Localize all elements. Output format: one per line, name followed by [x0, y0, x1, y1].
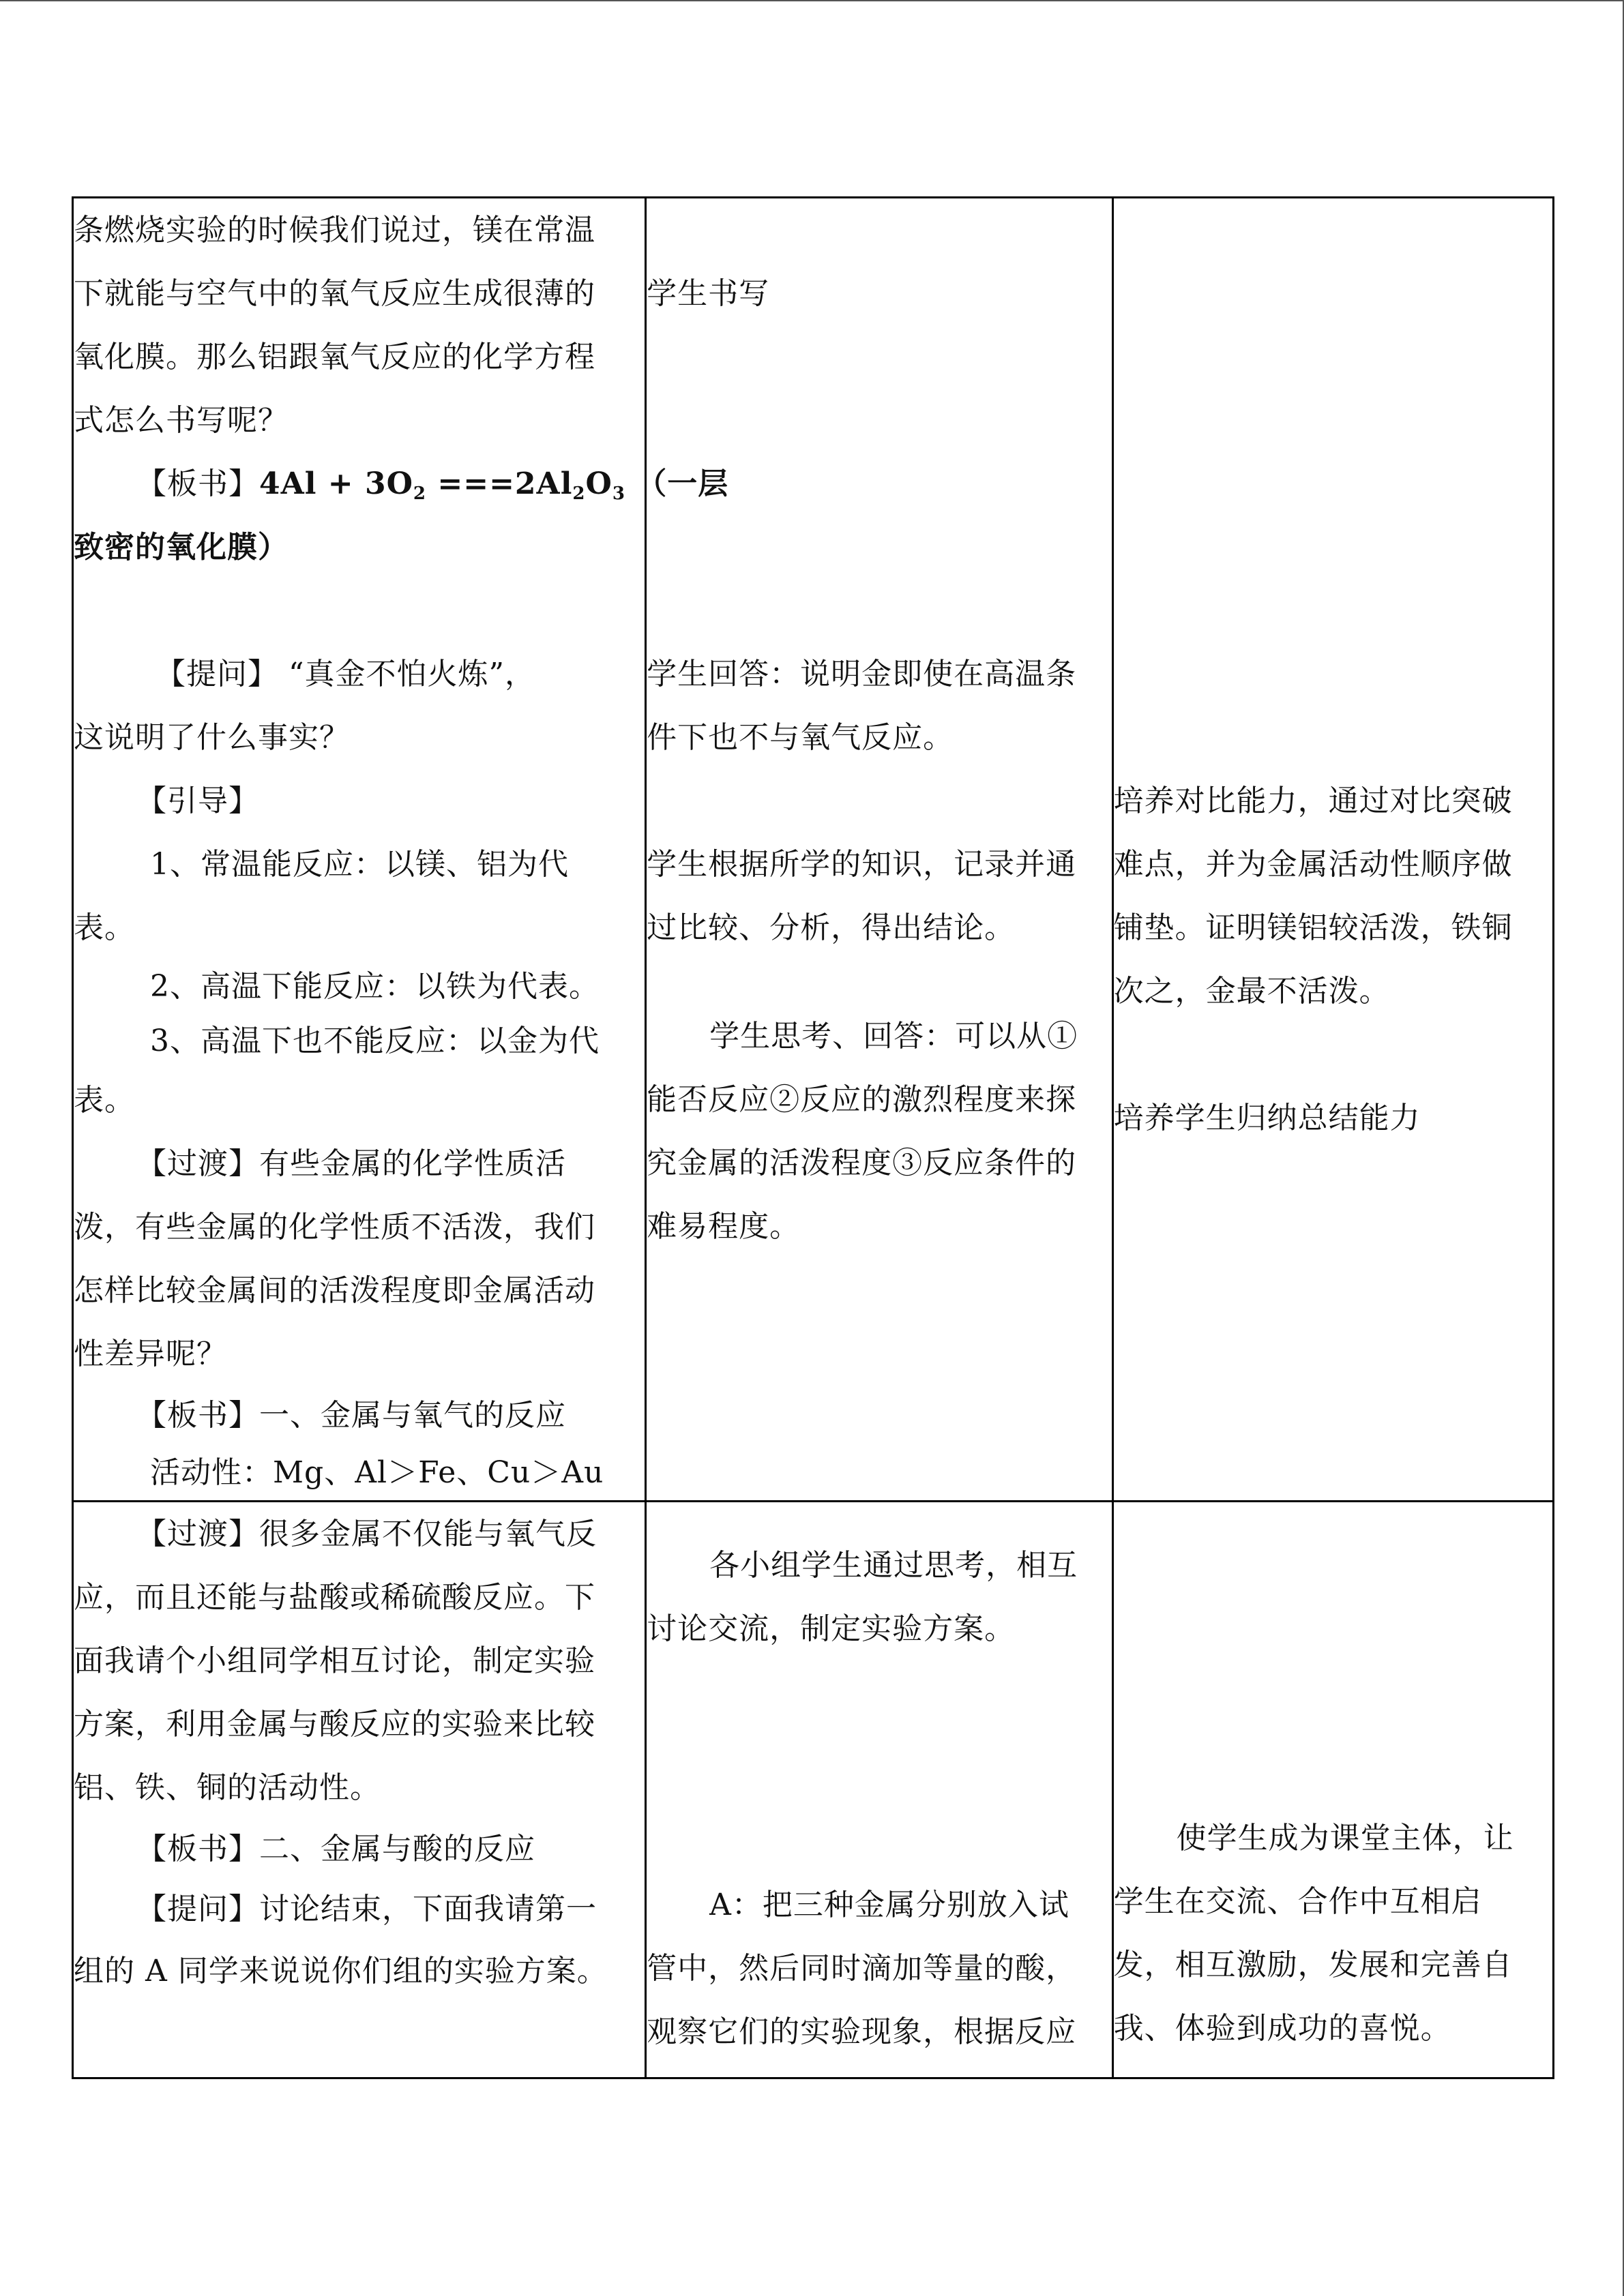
text-line: 表。 — [74, 1083, 135, 1118]
text-line: 观察它们的实验现象，根据反应 — [647, 2014, 1077, 2049]
text-line: 式怎么书写呢？ — [74, 403, 289, 438]
text-line: 氧化膜。那么铝跟氧气反应的化学方程 — [74, 340, 595, 374]
text-line: A：把三种金属分别放入试 — [709, 1888, 1069, 1922]
text-line: 铺垫。证明镁铝较活泼，铁铜 — [1113, 910, 1513, 945]
design-intent-cell — [1112, 1502, 1553, 2078]
text-line: 各小组学生通过思考，相互 — [709, 1548, 1078, 1583]
table-row — [73, 198, 1554, 1502]
text-line: 学生思考、回答：可以从① — [709, 1019, 1078, 1054]
text-line: 【板书】一、金属与氧气的反应 — [136, 1398, 566, 1433]
text-line: 究金属的活泼程度③反应条件的 — [647, 1146, 1077, 1180]
text-line: 使学生成为课堂主体，让 — [1176, 1821, 1514, 1855]
text-line: 【提问】 “真金不怕火炼”， — [156, 657, 535, 691]
text-line: 性差异呢？ — [74, 1337, 227, 1371]
text-line: 发，相互激励，发展和完善自 — [1113, 1948, 1513, 1982]
text-line: 面我请个小组同学相互讨论，制定实验 — [74, 1643, 595, 1678]
text-line: 铝、铁、铜的活动性。 — [74, 1770, 381, 1805]
text-line: 管中，然后同时滴加等量的酸， — [647, 1951, 1077, 1986]
chemical-equation: 【板书】$4Al + 3O_2 ===2Al_2O_3$ （一层 — [136, 466, 729, 504]
text-line: 难易程度。 — [647, 1209, 801, 1244]
text-line: 2、高温下能反应：以铁为代表。 — [150, 969, 600, 1004]
text-line: 学生回答：说明金即使在高温条 — [647, 657, 1077, 691]
text-line: 方案，利用金属与酸反应的实验来比较 — [74, 1707, 595, 1742]
text-line: 培养学生归纳总结能力 — [1113, 1101, 1421, 1135]
text-line: 这说明了什么事实？ — [74, 720, 350, 755]
text-line: 讨论交流，制定实验方案。 — [647, 1611, 1016, 1646]
text-line: 致密的氧化膜） — [74, 530, 289, 565]
text-line: 我、体验到成功的喜悦。 — [1113, 2011, 1451, 2046]
design-intent-cell — [1112, 198, 1553, 1502]
student-activity-cell — [646, 198, 1113, 1502]
teacher-activity-cell — [73, 1502, 646, 2078]
text-line: 【引导】 — [136, 784, 259, 818]
text-line: 组的 A 同学来说说你们组的实验方案。 — [74, 1954, 608, 1988]
text-line: 条燃烧实验的时候我们说过，镁在常温 — [74, 213, 595, 248]
text-line: 学生根据所学的知识，记录并通 — [647, 847, 1077, 882]
text-line: 学生在交流、合作中互相启 — [1113, 1884, 1482, 1919]
student-activity-cell — [646, 1502, 1113, 2078]
text-line: 培养对比能力，通过对比突破 — [1113, 784, 1513, 818]
text-line: 难点，并为金属活动性顺序做 — [1113, 847, 1513, 882]
text-line: 3、高温下也不能反应：以金为代 — [150, 1024, 600, 1058]
text-line: 表。 — [74, 910, 135, 945]
text-line: 【过渡】很多金属不仅能与氧气反 — [136, 1517, 597, 1551]
text-line: 过比较、分析，得出结论。 — [647, 910, 1016, 945]
lesson-plan-table — [72, 196, 1554, 2079]
text-line: 次之，金最不活泼。 — [1113, 974, 1390, 1009]
text-line: 学生书写 — [647, 276, 770, 311]
text-line: 能否反应②反应的激烈程度来探 — [647, 1082, 1077, 1117]
text-line: 下就能与空气中的氧气反应生成很薄的 — [74, 276, 595, 311]
text-line: 泼，有些金属的化学性质不活泼，我们 — [74, 1210, 595, 1244]
table-row — [73, 1502, 1554, 2078]
text-line: 【提问】讨论结束，下面我请第一 — [136, 1892, 597, 1926]
text-line: 【过渡】有些金属的化学性质活 — [136, 1146, 566, 1181]
text-line: 活动性：Mg、Al＞Fe、Cu＞Au — [150, 1455, 604, 1490]
text-line: 应，而且还能与盐酸或稀硫酸反应。下 — [74, 1580, 595, 1615]
text-line: 【板书】二、金属与酸的反应 — [136, 1832, 535, 1866]
text-line: 怎样比较金属间的活泼程度即金属活动 — [74, 1273, 595, 1308]
text-line: 1、常温能反应：以镁、铝为代 — [150, 847, 569, 882]
text-line: 件下也不与氧气反应。 — [647, 720, 954, 755]
